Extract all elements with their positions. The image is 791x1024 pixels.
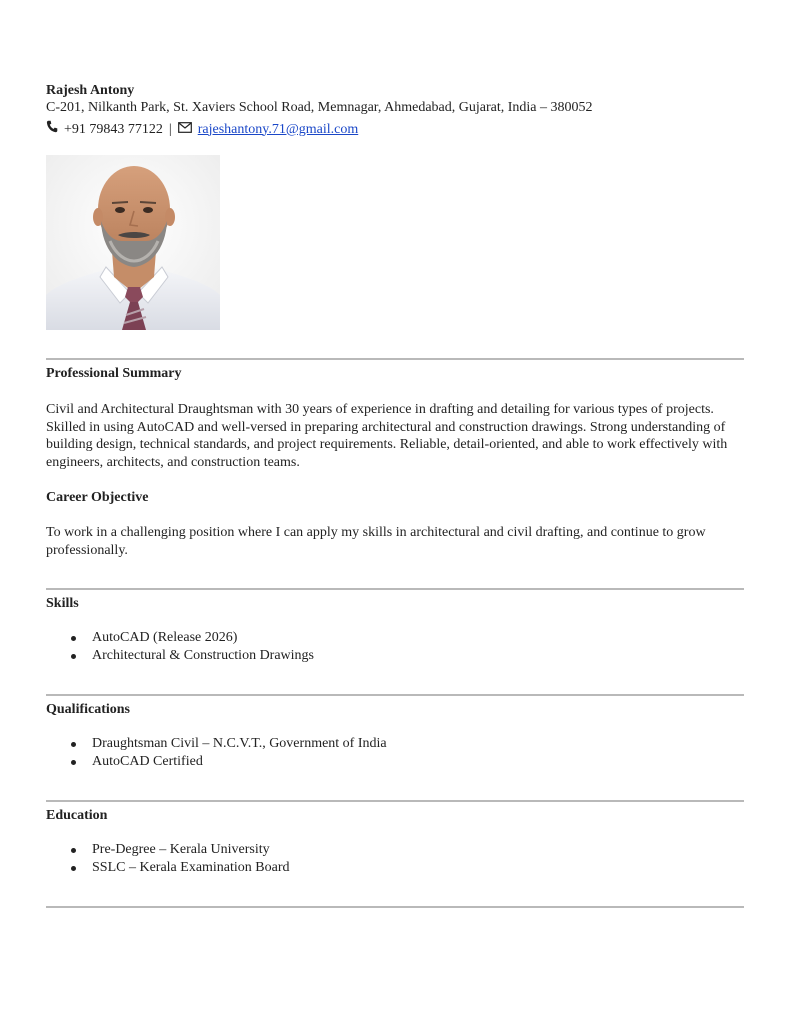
mail-icon	[178, 121, 192, 139]
list-item: AutoCAD Certified	[92, 753, 387, 771]
summary-text: Civil and Architectural Draughtsman with 30 years of experience in drafting and detailing for various types of projects. Skilled in using AutoCAD and well-versed in preparing architectural and construction drawings. Strong understanding of building design, technical standards, and project requirements. Reliable, detail-oriented, and able to work effectively with engineers, architects, and construction teams.	[46, 402, 728, 470]
list-item: Pre-Degree – Kerala University	[92, 841, 290, 859]
contact-line	[46, 120, 358, 139]
phone-icon	[46, 120, 58, 139]
skills-heading: Skills	[46, 596, 79, 611]
qualifications-heading: Qualifications	[46, 702, 131, 717]
list-item: Draughtsman Civil – N.C.V.T., Government of India	[92, 736, 387, 751]
divider	[46, 358, 744, 360]
profile-photo	[46, 155, 220, 330]
objective-heading: Career Objective	[46, 490, 149, 505]
email-link[interactable]: rajeshantony.71@gmail.com	[197, 121, 359, 137]
objective-text: To work in a challenging position where I can apply my skills in architectural and civil drafting, and continue to grow professionally.	[46, 525, 706, 558]
divider	[46, 800, 744, 802]
divider	[46, 906, 744, 908]
education-list	[46, 841, 290, 877]
divider	[46, 694, 744, 696]
list-item: Architectural & Construction Drawings	[92, 648, 315, 663]
summary-heading: Professional Summary	[46, 366, 182, 381]
list-item: AutoCAD (Release 2026)	[92, 629, 314, 647]
education-heading: Education	[46, 808, 108, 823]
candidate-name: Rajesh Antony	[46, 83, 135, 98]
skills-list	[46, 629, 314, 665]
address: C-201, Nilkanth Park, St. Xaviers School Road, Memnagar, Ahmedabad, Gujarat, India – 380052	[46, 100, 593, 115]
list-item: SSLC – Kerala Examination Board	[92, 860, 290, 875]
phone-number: +91 79843 77122	[64, 121, 163, 137]
contact-separator: |	[168, 121, 172, 137]
divider	[46, 588, 744, 590]
qualifications-list	[46, 735, 387, 771]
